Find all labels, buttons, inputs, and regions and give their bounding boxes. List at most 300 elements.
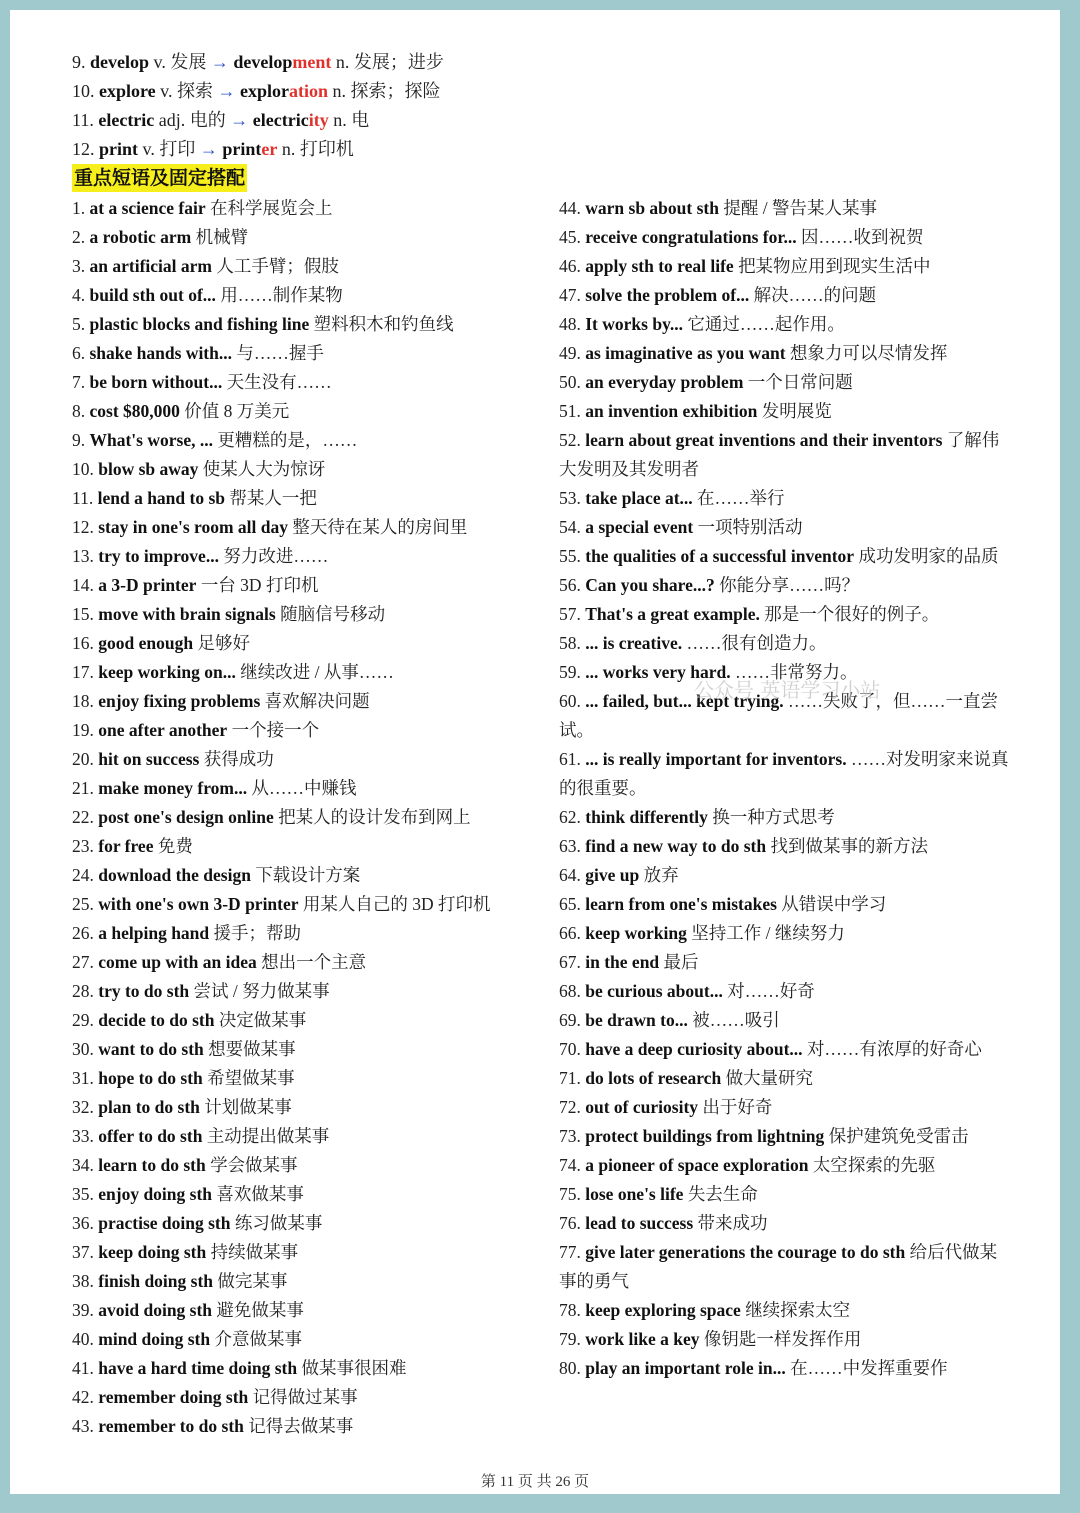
phrase-num: 10. [72,459,94,479]
phrase-cn: 对……有浓厚的好奇心 [806,1039,982,1059]
phrase-en: ... failed, but... kept trying. [585,691,784,711]
phrase-item [72,542,532,571]
phrase-cn: 希望做某事 [207,1068,295,1088]
word-forms-list [72,48,532,164]
phrase-item [559,629,1009,658]
phrase-en: make money from... [98,778,248,798]
phrase-cn: 塑料积木和钓鱼线 [313,314,454,334]
phrase-item [72,803,532,832]
phrase-en: a special event [585,517,694,537]
phrase-cn: 更糟糕的是，…… [217,430,358,450]
phrase-en: good enough [98,633,194,653]
word-form-derived-stem: print [222,139,262,159]
phrase-en: for free [98,836,154,856]
phrase-en: with one's own 3-D printer [98,894,299,914]
phrase-item [72,194,532,223]
phrase-cn: 像钥匙一样发挥作用 [703,1329,862,1349]
phrase-cn: 成功发明家的品质 [858,546,999,566]
phrase-item [559,803,1009,832]
phrase-num: 16. [72,633,94,653]
phrase-cn: 做某事很困难 [301,1358,407,1378]
phrase-item [559,1209,1009,1238]
phrase-num: 15. [72,604,94,624]
phrase-cn: ……非常努力。 [734,662,858,682]
phrase-item [559,1064,1009,1093]
phrase-num: 19. [72,720,94,740]
phrase-en: download the design [98,865,251,885]
phrase-cn: 给后代做某事的勇气 [559,1242,998,1291]
phrase-item [559,1354,1009,1383]
phrase-en: an invention exhibition [585,401,758,421]
phrase-item [72,1093,532,1122]
phrase-en: have a hard time doing sth [98,1358,298,1378]
phrase-item [72,861,532,890]
word-form-pos: v. [142,139,155,159]
phrase-en: offer to do sth [98,1126,203,1146]
word-form-derived-cn: 电 [351,110,370,130]
phrase-item [72,484,532,513]
phrase-item [72,1325,532,1354]
phrase-cn: 价值 8 万美元 [184,401,290,421]
phrase-item [72,252,532,281]
word-form-derived-pos: n. [335,52,350,72]
phrase-item [72,977,532,1006]
phrase-cn: 一项特别活动 [697,517,803,537]
phrase-item [559,600,1009,629]
phrase-num: 13. [72,546,94,566]
phrase-num: 21. [72,778,94,798]
word-form-num: 10. [72,81,95,101]
phrase-en: have a deep curiosity about... [585,1039,803,1059]
phrase-cn: 随脑信号移动 [280,604,386,624]
phrase-en: move with brain signals [98,604,276,624]
phrase-num: 79. [559,1329,581,1349]
phrase-num: 63. [559,836,581,856]
phrase-cn: 因……收到祝贺 [801,227,924,247]
phrase-cn: 把某物应用到现实生活中 [738,256,931,276]
phrase-num: 49. [559,343,581,363]
arrow-icon: → [210,52,229,72]
phrase-item [72,513,532,542]
phrase-num: 71. [559,1068,581,1088]
word-form-row [72,106,532,135]
phrase-en: enjoy fixing problems [98,691,261,711]
phrase-cn: 它通过……起作用。 [687,314,845,334]
phrase-cn: 了解伟大发明及其发明者 [559,430,1000,479]
document-page [10,10,1060,1494]
phrase-num: 57. [559,604,581,624]
phrase-en: play an important role in... [585,1358,786,1378]
phrase-cn: 做大量研究 [725,1068,814,1088]
phrase-item [559,426,1009,484]
phrase-num: 32. [72,1097,94,1117]
word-form-derived-cn: 发展；进步 [353,52,444,72]
word-form-derived-pos: n. [332,81,347,101]
phrase-cn: 解决……的问题 [753,285,877,305]
phrase-cn: 提醒 / 警告某人某事 [723,198,877,218]
phrase-en: plastic blocks and fishing line [89,314,310,334]
phrase-item [72,832,532,861]
phrase-cn: 持续做某事 [210,1242,299,1262]
phrase-cn: 尝试 / 努力做某事 [193,981,330,1001]
phrase-en: take place at... [585,488,693,508]
phrase-cn: 出于好奇 [702,1097,773,1117]
word-form-base: print [99,139,139,159]
phrase-item [72,1064,532,1093]
phrase-item [72,1122,532,1151]
phrase-cn: ……对发明家来说真的很重要。 [559,749,1009,798]
phrase-num: 50. [559,372,581,392]
phrase-en: give up [585,865,640,885]
phrase-item [559,223,1009,252]
phrase-num: 5. [72,314,86,334]
phrase-num: 24. [72,865,94,885]
phrase-item [559,1296,1009,1325]
phrase-item [559,339,1009,368]
phrase-cn: 学会做某事 [210,1155,298,1175]
phrase-column-right [559,194,1009,1383]
phrase-cn: 在科学展览会上 [210,198,333,218]
phrase-num: 48. [559,314,581,334]
phrase-item [559,252,1009,281]
phrase-num: 35. [72,1184,94,1204]
phrase-en: mind doing sth [98,1329,211,1349]
phrase-cn: 继续探索太空 [745,1300,851,1320]
word-form-suffix: er [261,139,278,159]
phrase-item [72,1209,532,1238]
phrase-cn: 免费 [157,836,193,856]
phrase-num: 17. [72,662,94,682]
word-form-derived-cn: 打印机 [299,139,354,159]
phrase-en: lend a hand to sb [97,488,226,508]
phrase-cn: 一台 3D 打印机 [200,575,319,595]
phrase-item [72,368,532,397]
phrase-num: 28. [72,981,94,1001]
phrase-item [559,542,1009,571]
phrase-cn: 用某人自己的 3D 打印机 [302,894,491,914]
phrase-cn: 发明展览 [761,401,832,421]
phrase-cn: 找到做某事的新方法 [770,836,928,856]
phrase-item [559,1180,1009,1209]
phrase-cn: 那是一个很好的例子。 [764,604,940,624]
phrase-en: find a new way to do sth [585,836,767,856]
phrase-en: keep doing sth [98,1242,207,1262]
arrow-icon: → [199,139,218,159]
phrase-num: 8. [72,401,86,421]
phrase-num: 31. [72,1068,94,1088]
word-form-derived-pos: n. [281,139,296,159]
phrase-en: as imaginative as you want [585,343,786,363]
phrase-num: 78. [559,1300,581,1320]
phrase-num: 11. [72,488,94,508]
word-form-base: develop [90,52,150,72]
word-form-derived-cn: 探索；探险 [350,81,441,101]
word-form-num: 11. [72,110,94,130]
phrase-item [72,1267,532,1296]
phrase-item [559,1325,1009,1354]
phrase-cn: 被……吸引 [692,1010,780,1030]
phrase-num: 77. [559,1242,581,1262]
phrase-en: cost $80,000 [89,401,180,421]
phrase-num: 45. [559,227,581,247]
phrase-en: lead to success [585,1213,694,1233]
phrase-cn: 一个接一个 [231,720,320,740]
phrase-item [559,890,1009,919]
phrase-item [559,513,1009,542]
phrase-en: be curious about... [585,981,723,1001]
phrase-cn: 坚持工作 / 继续努力 [691,923,845,943]
phrase-cn: 避免做某事 [216,1300,304,1320]
phrase-en: ... works very hard. [585,662,731,682]
phrase-num: 26. [72,923,94,943]
word-form-pos: v. [160,81,173,101]
phrase-num: 73. [559,1126,581,1146]
phrase-num: 39. [72,1300,94,1320]
phrase-en: It works by... [585,314,683,334]
phrase-num: 67. [559,952,581,972]
phrase-en: hit on success [98,749,200,769]
phrase-cn: 继续改进 / 从事…… [240,662,394,682]
phrase-num: 25. [72,894,94,914]
phrase-en: learn to do sth [98,1155,206,1175]
phrase-cn: 介意做某事 [214,1329,302,1349]
word-form-cn: 电的 [189,110,226,130]
phrase-cn: 一个日常问题 [747,372,853,392]
phrase-cn: 主动提出做某事 [206,1126,330,1146]
phrase-item [72,339,532,368]
phrase-num: 62. [559,807,581,827]
phrase-num: 9. [72,430,86,450]
phrase-en: hope to do sth [98,1068,203,1088]
phrase-num: 54. [559,517,581,537]
phrase-item [559,368,1009,397]
phrase-num: 68. [559,981,581,1001]
phrase-en: warn sb about sth [585,198,719,218]
phrase-num: 12. [72,517,94,537]
phrase-item [72,1035,532,1064]
phrase-num: 60. [559,691,581,711]
phrase-cn: 放弃 [643,865,679,885]
phrase-en: try to improve... [98,546,219,566]
phrase-en: post one's design online [98,807,274,827]
phrase-en: learn from one's mistakes [585,894,777,914]
phrase-en: try to do sth [98,981,190,1001]
word-form-derived-stem: electric [252,110,309,130]
phrase-cn: 在……中发挥重要作 [790,1358,948,1378]
phrase-num: 72. [559,1097,581,1117]
phrase-num: 3. [72,256,86,276]
phrase-num: 55. [559,546,581,566]
word-form-row [72,135,532,164]
arrow-icon: → [217,81,236,101]
word-form-pos: v. [153,52,166,72]
phrase-en: give later generations the courage to do sth [585,1242,906,1262]
phrase-cn: 换一种方式思考 [712,807,835,827]
phrase-num: 61. [559,749,581,769]
section-heading: 重点短语及固定搭配 [72,164,247,192]
phrase-num: 66. [559,923,581,943]
phrase-cn: 想象力可以尽情发挥 [789,343,948,363]
phrase-item [72,890,532,919]
phrase-en: finish doing sth [98,1271,214,1291]
phrase-en: the qualities of a successful inventor [585,546,855,566]
phrase-cn: 在……举行 [697,488,785,508]
phrase-item [72,455,532,484]
word-form-cn: 发展 [170,52,207,72]
phrase-item [559,1093,1009,1122]
word-form-num: 9. [72,52,86,72]
word-form-row [72,77,532,106]
phrase-num: 38. [72,1271,94,1291]
phrase-num: 47. [559,285,581,305]
phrase-cn: 从错误中学习 [781,894,887,914]
phrase-num: 52. [559,430,581,450]
phrase-en: a helping hand [98,923,210,943]
phrase-num: 27. [72,952,94,972]
word-form-suffix: ity [308,110,329,130]
phrase-cn: 用……制作某物 [220,285,343,305]
phrase-item [72,1412,532,1441]
word-form-num: 12. [72,139,95,159]
phrase-en: apply sth to real life [585,256,734,276]
phrase-cn: 机械臂 [195,227,249,247]
phrase-item [72,1354,532,1383]
phrase-num: 70. [559,1039,581,1059]
phrase-cn: 与……握手 [236,343,324,363]
phrase-en: solve the problem of... [585,285,750,305]
phrase-num: 36. [72,1213,94,1233]
phrase-item [72,600,532,629]
phrase-item [72,310,532,339]
phrase-cn: 获得成功 [203,749,274,769]
phrase-item [559,745,1009,803]
phrase-cn: 人工手臂；假肢 [216,256,339,276]
phrase-item [559,484,1009,513]
phrase-cn: 保护建筑免受雷击 [828,1126,969,1146]
phrase-en: practise doing sth [98,1213,231,1233]
phrase-item [559,861,1009,890]
phrase-en: at a science fair [89,198,206,218]
phrase-en: lose one's life [585,1184,684,1204]
phrase-num: 20. [72,749,94,769]
phrase-item [559,1151,1009,1180]
phrase-item [559,977,1009,1006]
phrase-num: 44. [559,198,581,218]
phrase-num: 4. [72,285,86,305]
phrase-cn: 想要做某事 [208,1039,296,1059]
phrase-cn: 足够好 [197,633,250,653]
phrase-cn: 记得做过某事 [252,1387,358,1407]
phrase-num: 1. [72,198,86,218]
phrase-en: plan to do sth [98,1097,200,1117]
phrase-item [72,745,532,774]
phrase-cn: 天生没有…… [226,372,332,392]
phrase-cn: 喜欢做某事 [216,1184,304,1204]
phrase-num: 76. [559,1213,581,1233]
phrase-cn: 帮某人一把 [229,488,317,508]
watermark: 公众号 英语学习小站 [694,678,881,702]
phrase-item [72,1180,532,1209]
phrase-item [559,194,1009,223]
phrase-item [559,1122,1009,1151]
phrase-en: protect buildings from lightning [585,1126,825,1146]
phrase-en: be drawn to... [585,1010,688,1030]
phrase-num: 18. [72,691,94,711]
phrase-item [559,310,1009,339]
phrase-item [72,919,532,948]
phrase-en: ... is really important for inventors. [585,749,847,769]
phrase-en: ... is creative. [585,633,683,653]
phrase-cn: ……很有创造力。 [686,633,827,653]
phrase-en: Can you share...? [585,575,715,595]
phrase-num: 42. [72,1387,94,1407]
phrase-item [72,948,532,977]
phrase-item [559,919,1009,948]
phrase-en: one after another [98,720,228,740]
phrase-en: build sth out of... [89,285,216,305]
phrase-num: 37. [72,1242,94,1262]
phrase-en: in the end [585,952,660,972]
phrase-cn: 你能分享……吗？ [719,575,860,595]
phrase-num: 40. [72,1329,94,1349]
phrase-en: a 3-D printer [98,575,197,595]
phrase-num: 56. [559,575,581,595]
phrase-en: stay in one's room all day [98,517,289,537]
page-footer: 第 11 页 共 26 页 [480,1474,590,1490]
phrase-item [559,1006,1009,1035]
phrase-cn: ……失败了，但……一直尝试。 [559,691,998,740]
phrase-en: work like a key [585,1329,700,1349]
word-form-suffix: ment [292,52,332,72]
phrase-cn: 努力改进…… [223,546,329,566]
phrase-item [559,1035,1009,1064]
phrase-en: That's a great example. [585,604,760,624]
phrase-num: 29. [72,1010,94,1030]
phrase-cn: 想出一个主意 [261,952,367,972]
phrase-num: 65. [559,894,581,914]
phrase-num: 41. [72,1358,94,1378]
phrase-num: 80. [559,1358,581,1378]
phrase-en: What's worse, ... [89,430,213,450]
phrase-en: an everyday problem [585,372,744,392]
phrase-en: a robotic arm [89,227,192,247]
phrase-cn: 带来成功 [697,1213,768,1233]
phrase-en: decide to do sth [98,1010,215,1030]
phrase-cn: 整天待在某人的房间里 [292,517,468,537]
phrase-en: out of curiosity [585,1097,699,1117]
phrase-item [559,281,1009,310]
phrase-item [72,658,532,687]
phrase-cn: 使某人大为惊讶 [202,459,326,479]
word-form-base: explore [99,81,156,101]
phrase-item [72,426,532,455]
phrase-num: 14. [72,575,94,595]
phrase-cn: 喜欢解决问题 [264,691,370,711]
phrase-item [72,1006,532,1035]
phrase-num: 34. [72,1155,94,1175]
phrase-num: 30. [72,1039,94,1059]
phrase-item [72,223,532,252]
phrase-item [559,397,1009,426]
phrase-en: keep working on... [98,662,236,682]
phrase-cn: 援手；帮助 [213,923,302,943]
phrase-en: an artificial arm [89,256,212,276]
phrase-en: keep exploring space [585,1300,741,1320]
phrase-cn: 对……好奇 [727,981,815,1001]
phrase-num: 23. [72,836,94,856]
phrase-cn: 下载设计方案 [255,865,361,885]
phrase-num: 75. [559,1184,581,1204]
